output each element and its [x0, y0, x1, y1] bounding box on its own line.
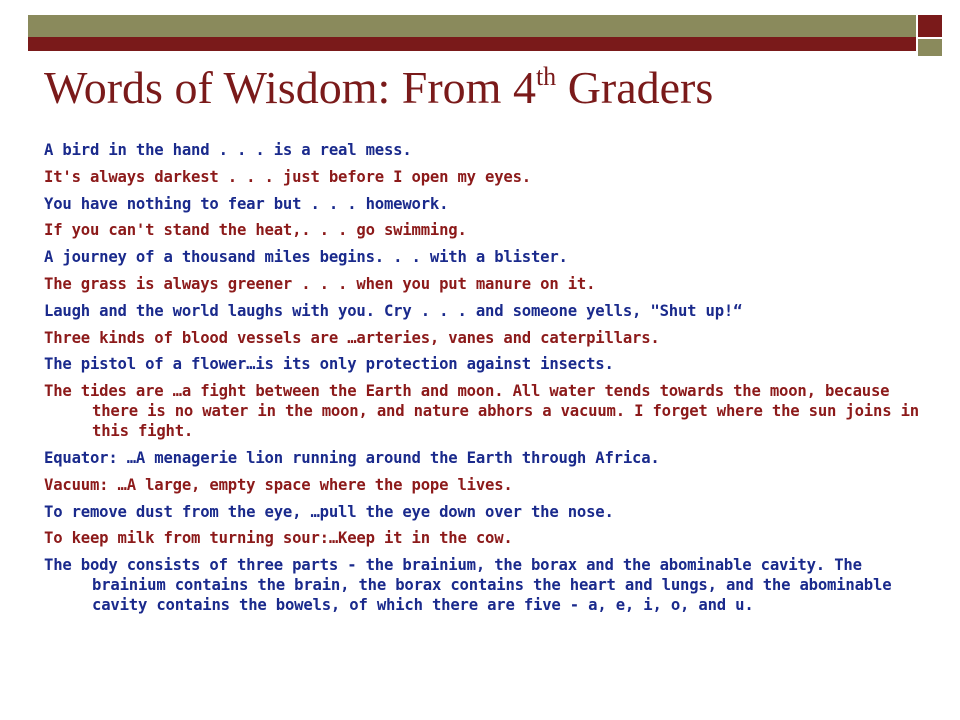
- quote-item: Vacuum: …A large, empty space where the pope lives.: [44, 475, 513, 494]
- quote-item: Equator: …A menagerie lion running around the Earth through Africa.: [44, 448, 660, 467]
- slide-title: [44, 62, 713, 115]
- quote-item: Laugh and the world laughs with you. Cry . . . and someone yells, "Shut up!“: [44, 301, 743, 320]
- corner-square-maroon: [918, 15, 942, 37]
- corner-square-olive: [918, 39, 942, 56]
- quote-item: The grass is always greener . . . when you put manure on it.: [44, 274, 596, 293]
- quote-item: A journey of a thousand miles begins. . . with a blister.: [44, 248, 568, 267]
- header-bar-maroon: [28, 37, 916, 51]
- title-main: Words of Wisdom: From 4: [44, 62, 536, 113]
- title-superscript: th: [535, 62, 557, 91]
- quote-item: The body consists of three parts - the brainium, the borax and the abominable cavity. The brainium contains the brain, the borax contains the heart and lungs, and the abominable cavity contains the bowels, of which there are five - a, e, i, o, and u.: [44, 556, 892, 615]
- quote-item: The pistol of a flower…is its only protection against insects.: [44, 355, 614, 374]
- quote-item: A bird in the hand . . . is a real mess.: [44, 141, 412, 159]
- quote-item: If you can't stand the heat,. . . go swimming.: [44, 221, 467, 240]
- header-bar-olive: [28, 15, 916, 37]
- quote-item: To keep milk from turning sour:…Keep it in the cow.: [44, 529, 513, 548]
- quote-list: [44, 140, 934, 622]
- quote-item: It's always darkest . . . just before I open my eyes.: [44, 167, 531, 186]
- quote-item: The tides are …a fight between the Earth and moon. All water tends towards the moon, because there is no water in the moon, and nature abhors a vacuum. I forget where the sun joins in this fight.: [44, 382, 919, 441]
- quote-item: You have nothing to fear but . . . homework.: [44, 194, 449, 213]
- quote-item: To remove dust from the eye, …pull the eye down over the nose.: [44, 502, 614, 521]
- quote-item: Three kinds of blood vessels are …arteries, vanes and caterpillars.: [44, 328, 660, 347]
- title-tail: Graders: [556, 62, 714, 113]
